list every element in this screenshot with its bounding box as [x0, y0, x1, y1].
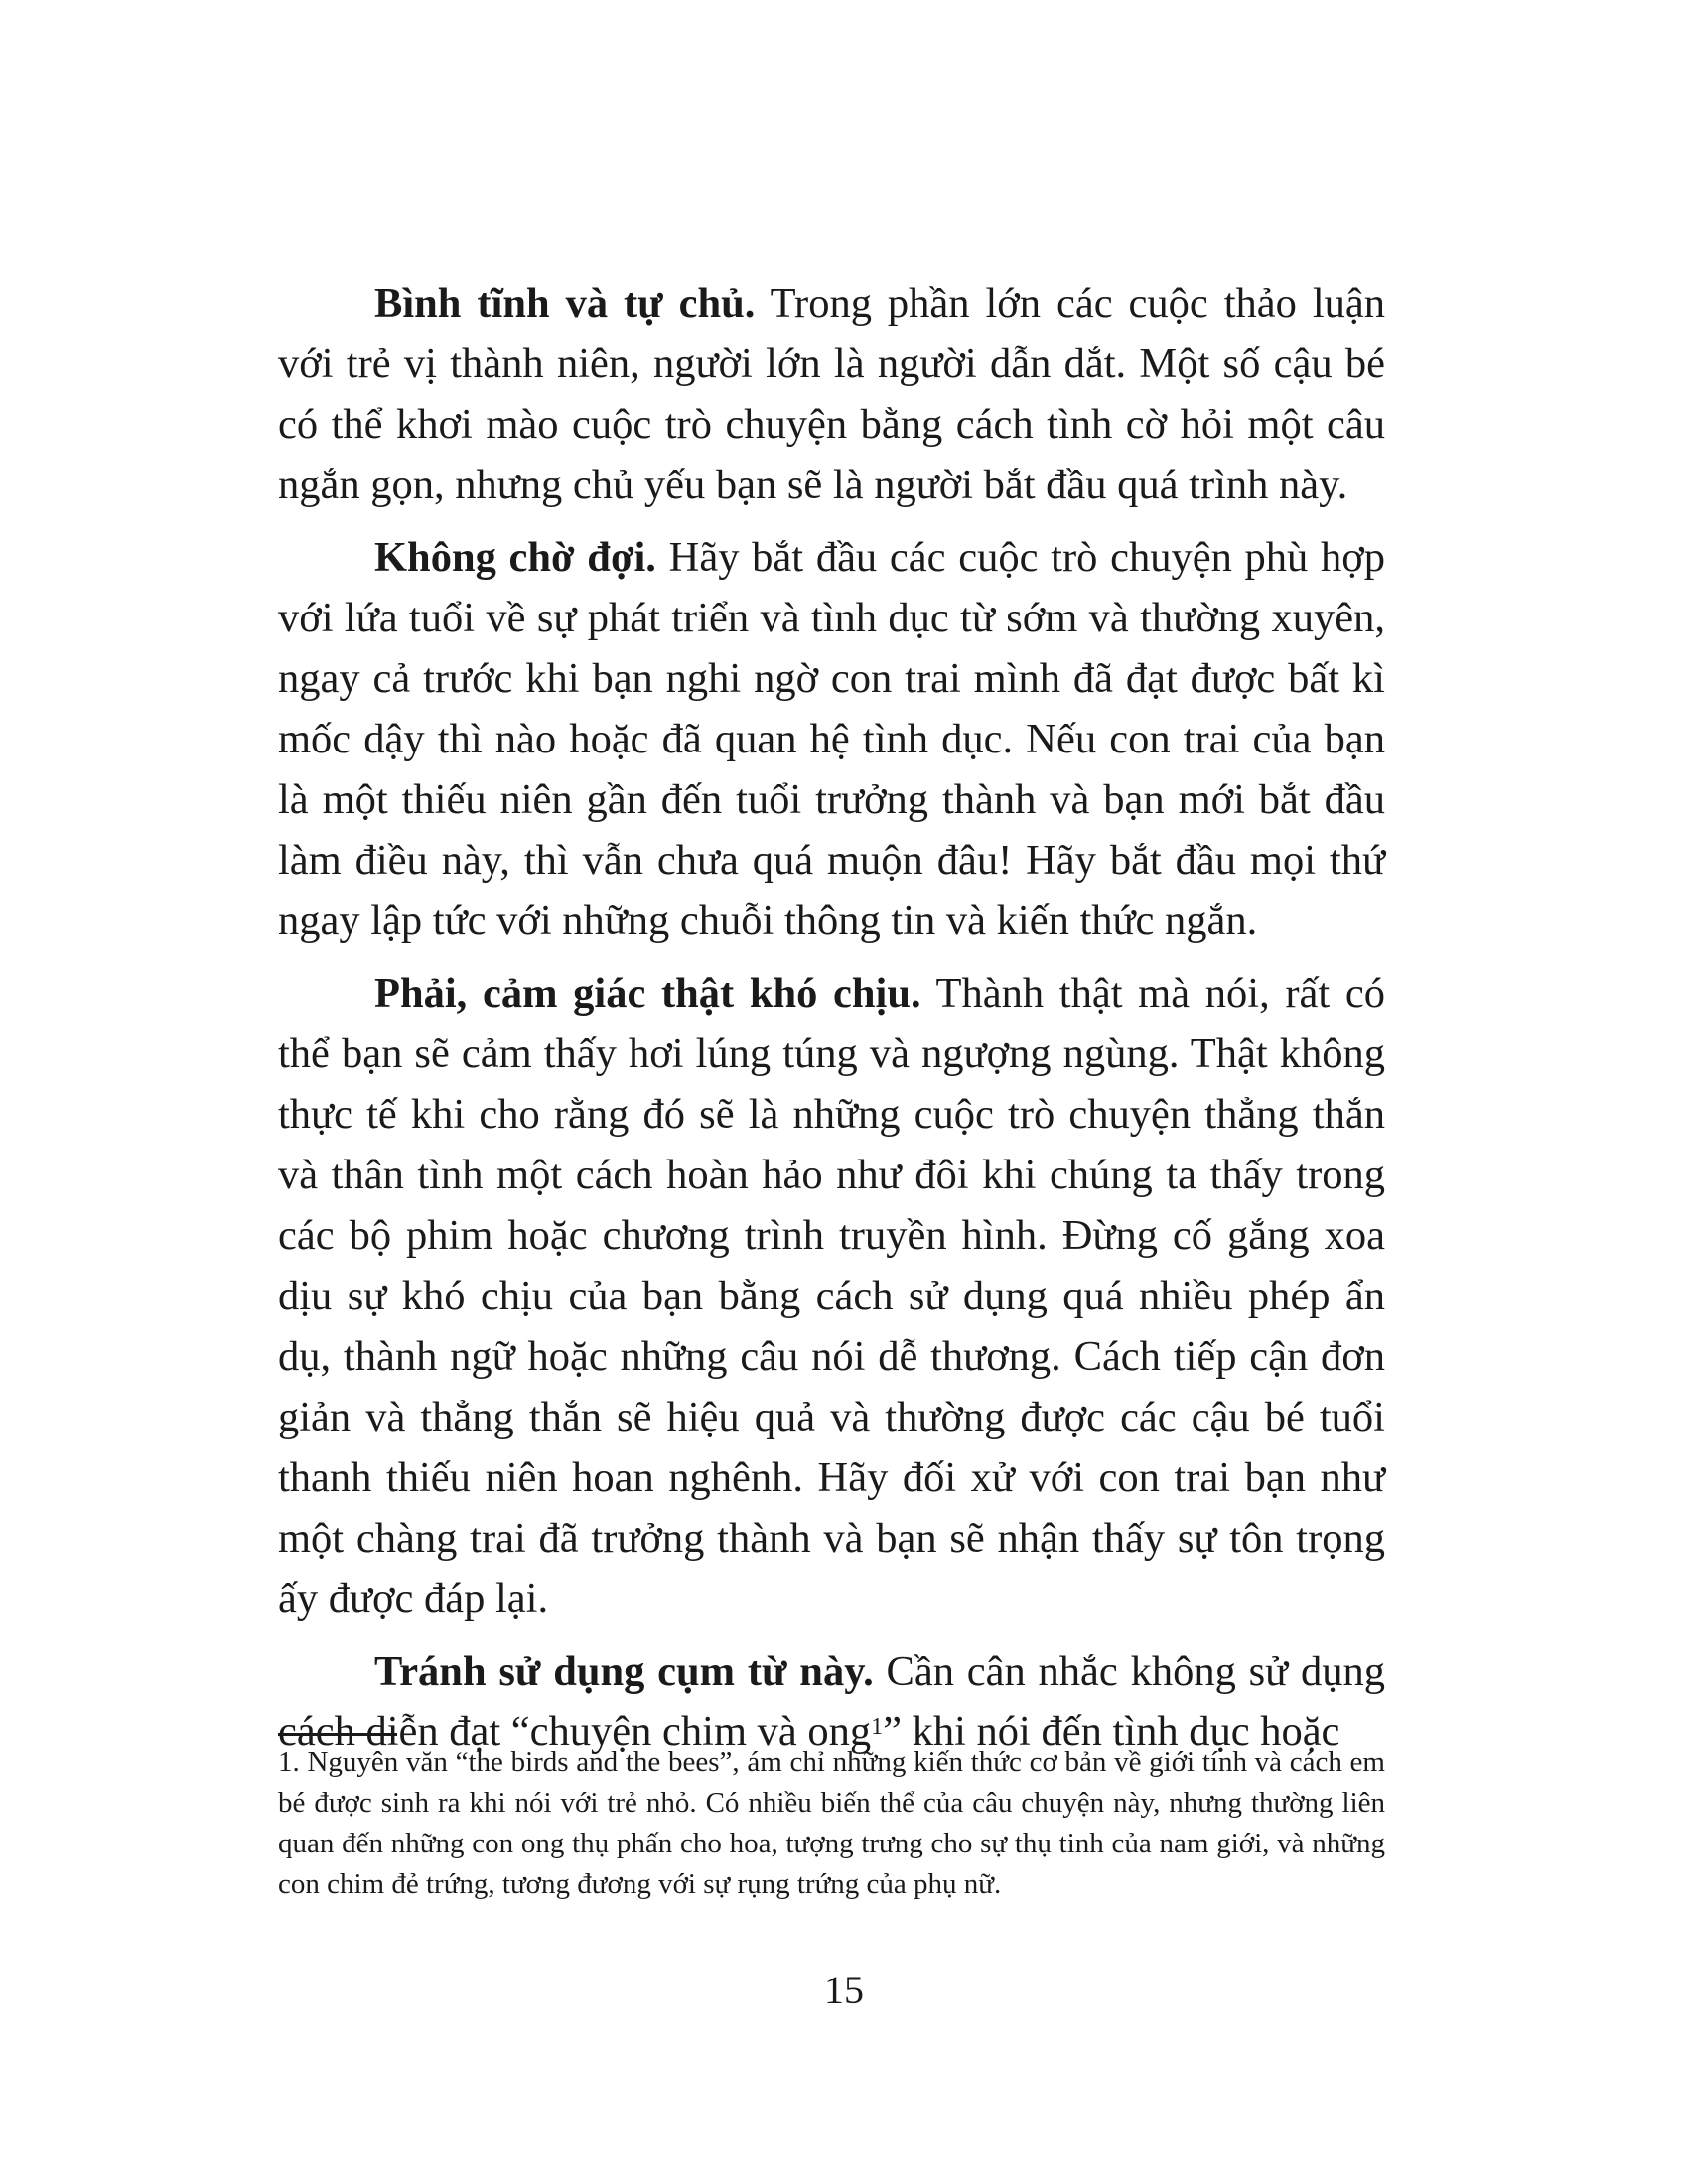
paragraph-dont-wait — [278, 527, 1385, 951]
paragraph-body: Thành thật mà nói, rất có thể bạn sẽ cảm thấy hơi lúng túng và ngượng ngùng. Thật không thực tế khi cho rằng đó sẽ là những cuộc trò chuyện thẳng thắn và thân tình một cách hoàn hảo như đôi khi chúng ta thấy trong các bộ phim hoặc chương trình truyền hình. Đừng cố gắng xoa dịu sự khó chịu của bạn bằng cách sử dụng quá nhiều phép ẩn dụ, thành ngữ hoặc những câu nói dễ thương. Cách tiếp cận đơn giản và thẳng thắn sẽ hiệu quả và thường được các cậu bé tuổi thanh thiếu niên hoan nghênh. Hãy đối xử với con trai bạn như một chàng trai đã trưởng thành và bạn sẽ nhận thấy sự tôn trọng ấy được đáp lại. — [278, 970, 1385, 1622]
page-number: 15 — [824, 1968, 864, 2012]
paragraph-heading: Không chờ đợi. — [374, 534, 656, 581]
paragraph-body: Cần cân nhắc không sử dụng cách diễn đạt “chuyện chim và ong — [278, 1648, 1385, 1755]
paragraph-body: Hãy bắt đầu các cuộc trò chuyện phù hợp với lứa tuổi về sự phát triển và tình dục từ sớm và thường xuyên, ngay cả trước khi bạn nghi ngờ con trai mình đã đạt được bất kì mốc dậy thì nào hoặc đã quan hệ tình dục. Nếu con trai của bạn là một thiếu niên gần đến tuổi trưởng thành và bạn mới bắt đầu làm điều này, thì vẫn chưa quá muộn đâu! Hãy bắt đầu mọi thứ ngay lập tức với những chuỗi thông tin và kiến thức ngắn. — [278, 534, 1385, 944]
paragraph-heading: Bình tĩnh và tự chủ. — [374, 280, 756, 327]
footnote-divider — [278, 1733, 397, 1736]
body-text — [278, 273, 1385, 1774]
paragraph-uncomfortable — [278, 963, 1385, 1629]
footnote-reference: 1 — [871, 1714, 884, 1740]
paragraph-body-continued: ” khi nói đến tình dục hoặc — [883, 1708, 1340, 1755]
paragraph-heading: Phải, cảm giác thật khó chịu. — [374, 970, 921, 1017]
paragraph-calm — [278, 273, 1385, 515]
paragraph-body: Trong phần lớn các cuộc thảo luận với trẻ vị thành niên, người lớn là người dẫn dắt. Một số cậu bé có thể khơi mào cuộc trò chuyện bằng cách tình cờ hỏi một câu ngắn gọn, nhưng chủ yếu bạn sẽ là người bắt đầu quá trình này. — [278, 280, 1385, 508]
footnote-text: 1. Nguyên văn “the birds and the bees”, ám chỉ những kiến thức cơ bản về giới tính và cách em bé được sinh ra khi nói với trẻ nhỏ. Có nhiều biến thể của câu chuyện này, nhưng thường liên quan đến những con ong thụ phấn cho hoa, tượng trưng cho sự thụ tinh của nam giới, và những con chim đẻ trứng, tương đương với sự rụng trứng của phụ nữ. — [278, 1746, 1385, 1900]
paragraph-heading: Tránh sử dụng cụm từ này. — [374, 1648, 874, 1695]
